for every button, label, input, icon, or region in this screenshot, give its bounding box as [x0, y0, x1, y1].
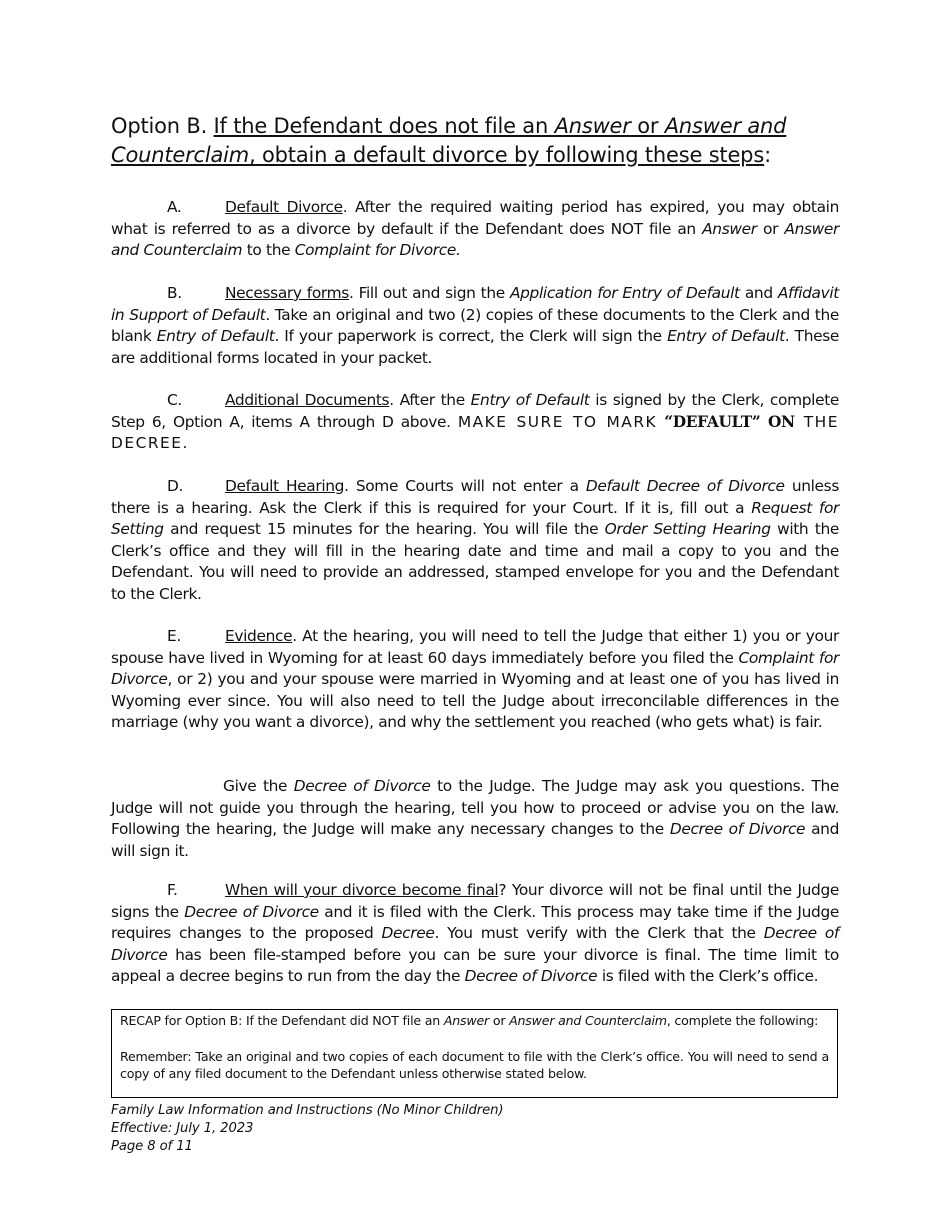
section-c-additional-documents: C. Additional Documents. After the Entry of Default is signed by the Clerk, complete Step 6, Option A, items A through D above. MAKE SURE TO MARK “DEFAULT” ON THE DECREE. — [111, 391, 840, 452]
footer-title: Family Law Information and Instructions (No Minor Children) — [111, 1103, 504, 1118]
section-e-decree-paragraph: Give the Decree of Divorce to the Judge. The Judge may ask you questions. The Judge will not guide you through the hearing, tell you how to proceed or advise you on the law. Following the hearing, the Judge will make any necessary changes to the Decree of Divorce and will sign it. — [111, 777, 839, 860]
heading-underlined: If the Defendant does not file an Answer or Answer and Counterclaim, obtain a default divorce by following these steps — [111, 114, 787, 167]
recap-remember: Remember: Take an original and two copies of each document to file with the Clerk’s office. You will need to send a copy of any filed document to the Defendant unless otherwise stated below. — [120, 1048, 829, 1081]
footer-page-number: Page 8 of 11 — [111, 1139, 193, 1154]
section-title: Default Hearing — [225, 477, 345, 495]
heading-prefix: Option B. — [111, 114, 214, 138]
section-d-default-hearing: D. Default Hearing. Some Courts will not enter a Default Decree of Divorce unless there is a hearing. Ask the Clerk if this is required for your Court. If it is, fill out a Request for Setting and request 15 minutes for the hearing. You will file the Order Setting Hearing with the Clerk’s office and they will fill in the hearing date and time and mail a copy to you and the Defendant. You will need to provide an addressed, stamped envelope for you and the Defendant to the Clerk. — [111, 477, 840, 603]
footer-effective-date: Effective: July 1, 2023 — [111, 1121, 254, 1136]
section-title: When will your divorce become final — [225, 881, 499, 899]
recap-intro: RECAP for Option B: If the Defendant did NOT file an Answer or Answer and Counterclaim, complete the following: — [120, 1013, 819, 1028]
section-title: Evidence — [225, 627, 293, 645]
section-a-default-divorce: A. Default Divorce. After the required waiting period has expired, you may obtain what is referred to as a divorce by default if the Defendant does NOT file an Answer or Answer and Counterclaim to the Complaint for Divorce. — [111, 198, 839, 259]
page-footer — [111, 1102, 611, 1156]
section-b-necessary-forms: B. Necessary forms. Fill out and sign the Application for Entry of Default and Affidavit in Support of Default. Take an original and two (2) copies of these documents to the Clerk and the blank Entry of Default. If your paperwork is correct, the Clerk will sign the Entry of Default. These are additional forms located in your packet. — [111, 284, 840, 367]
recap-spacer — [120, 1030, 829, 1048]
section-title: Additional Documents — [225, 391, 390, 409]
recap-box — [111, 1009, 838, 1098]
section-f-final: F. When will your divorce become final? Your divorce will not be final until the Judge signs the Decree of Divorce and it is filed with the Clerk. This process may take time if the Judge requires changes to the proposed Decree. You must verify with the Clerk that the Decree of Divorce has been file-stamped before you can be sure your divorce is final. The time limit to appeal a decree begins to run from the day the Decree of Divorce is filed with the Clerk’s office. — [111, 881, 839, 985]
option-b-heading: Option B. If the Defendant does not file an Answer or Answer and Counterclaim, obtain a default divorce by following these steps: — [111, 114, 787, 167]
section-e-evidence: E. Evidence. At the hearing, you will need to tell the Judge that either 1) you or your spouse have lived in Wyoming for at least 60 days immediately before you filed the Complaint for Divorce, or 2) you and your spouse were married in Wyoming and at least one of you has lived in Wyoming ever since. You will also need to tell the Judge about irreconcilable differences in the marriage (why you want a divorce), and why the settlement you reached (who gets what) is fair. — [111, 627, 840, 731]
section-title: Default Divorce — [225, 198, 343, 216]
section-title: Necessary forms — [225, 284, 349, 302]
